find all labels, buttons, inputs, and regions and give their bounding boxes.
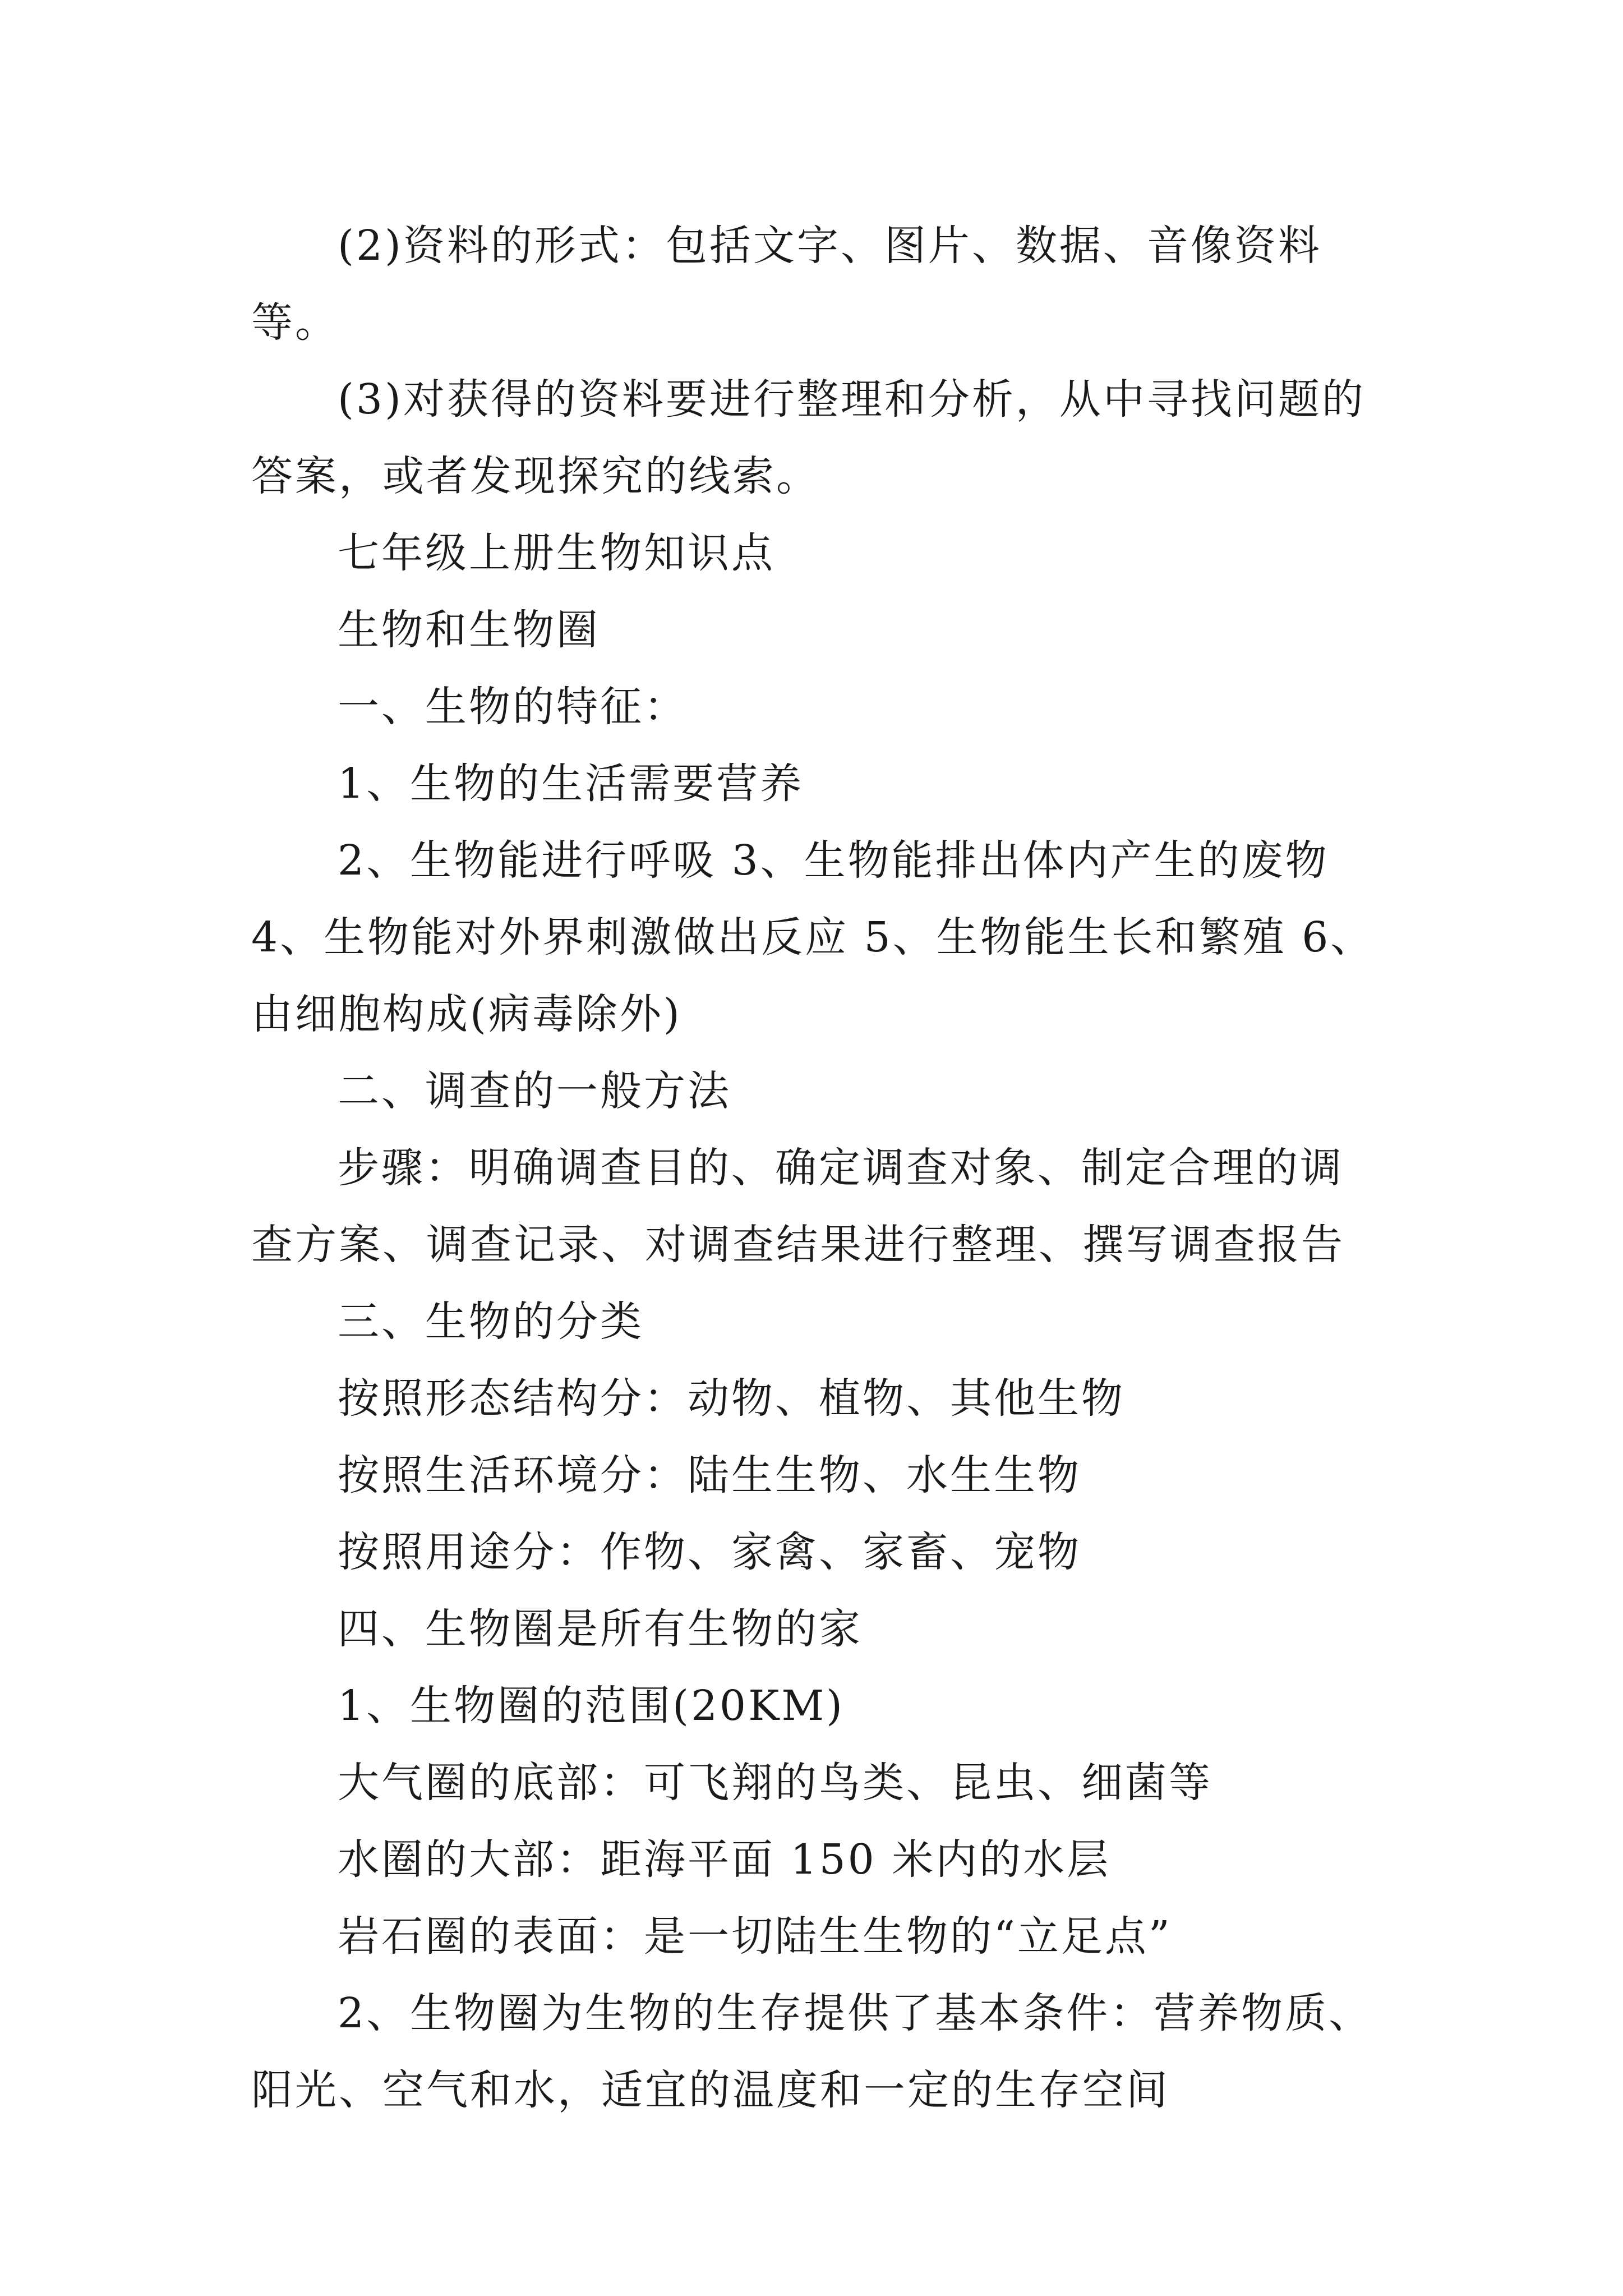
- paragraph-lithosphere: 岩石圈的表面：是一切陆生生物的“立足点”: [338, 1912, 1172, 1961]
- paragraph-characteristics-list: 2、生物能进行呼吸 3、生物能排出体内产生的废物 4、生物能对外界刺激做出反应 5、生物能生长和繁殖 6、由细胞构成(病毒除外): [251, 836, 1375, 1038]
- chapter-title: 生物和生物圈: [338, 606, 600, 654]
- paragraph-biosphere-conditions: 2、生物圈为生物的生存提供了基本条件：营养物质、阳光、空气和水，适宜的温度和一定的生存空间: [251, 1989, 1373, 2114]
- heading-survey-method: 二、调查的一般方法: [338, 1067, 731, 1115]
- paragraph-resource-forms: (2)资料的形式：包括文字、图片、数据、音像资料等。: [251, 222, 1322, 347]
- heading-biosphere: 四、生物圈是所有生物的家: [338, 1605, 863, 1653]
- heading-classification: 三、生物的分类: [338, 1297, 644, 1346]
- paragraph-survey-steps: 步骤：明确调查目的、确定调查对象、制定合理的调查方案、调查记录、对调查结果进行整理、撰写调查报告: [251, 1144, 1345, 1269]
- document-body: [251, 208, 1384, 2129]
- section-title: 七年级上册生物知识点: [338, 529, 775, 577]
- paragraph-biosphere-range: 1、生物圈的范围(20KM): [338, 1682, 845, 1730]
- paragraph-nutrition: 1、生物的生活需要营养: [338, 760, 804, 808]
- paragraph-by-environment: 按照生活环境分：陆生生物、水生生物: [338, 1451, 1081, 1499]
- paragraph-atmosphere: 大气圈的底部：可飞翔的鸟类、昆虫、细菌等: [338, 1759, 1212, 1807]
- paragraph-hydrosphere: 水圈的大部：距海平面 150 米内的水层: [338, 1835, 1111, 1884]
- heading-characteristics: 一、生物的特征：: [338, 683, 688, 731]
- paragraph-by-structure: 按照形态结构分：动物、植物、其他生物: [338, 1374, 1125, 1423]
- paragraph-resource-analysis: (3)对获得的资料要进行整理和分析，从中寻找问题的答案，或者发现探究的线索。: [251, 375, 1366, 500]
- paragraph-by-use: 按照用途分：作物、家禽、家畜、宠物: [338, 1528, 1081, 1576]
